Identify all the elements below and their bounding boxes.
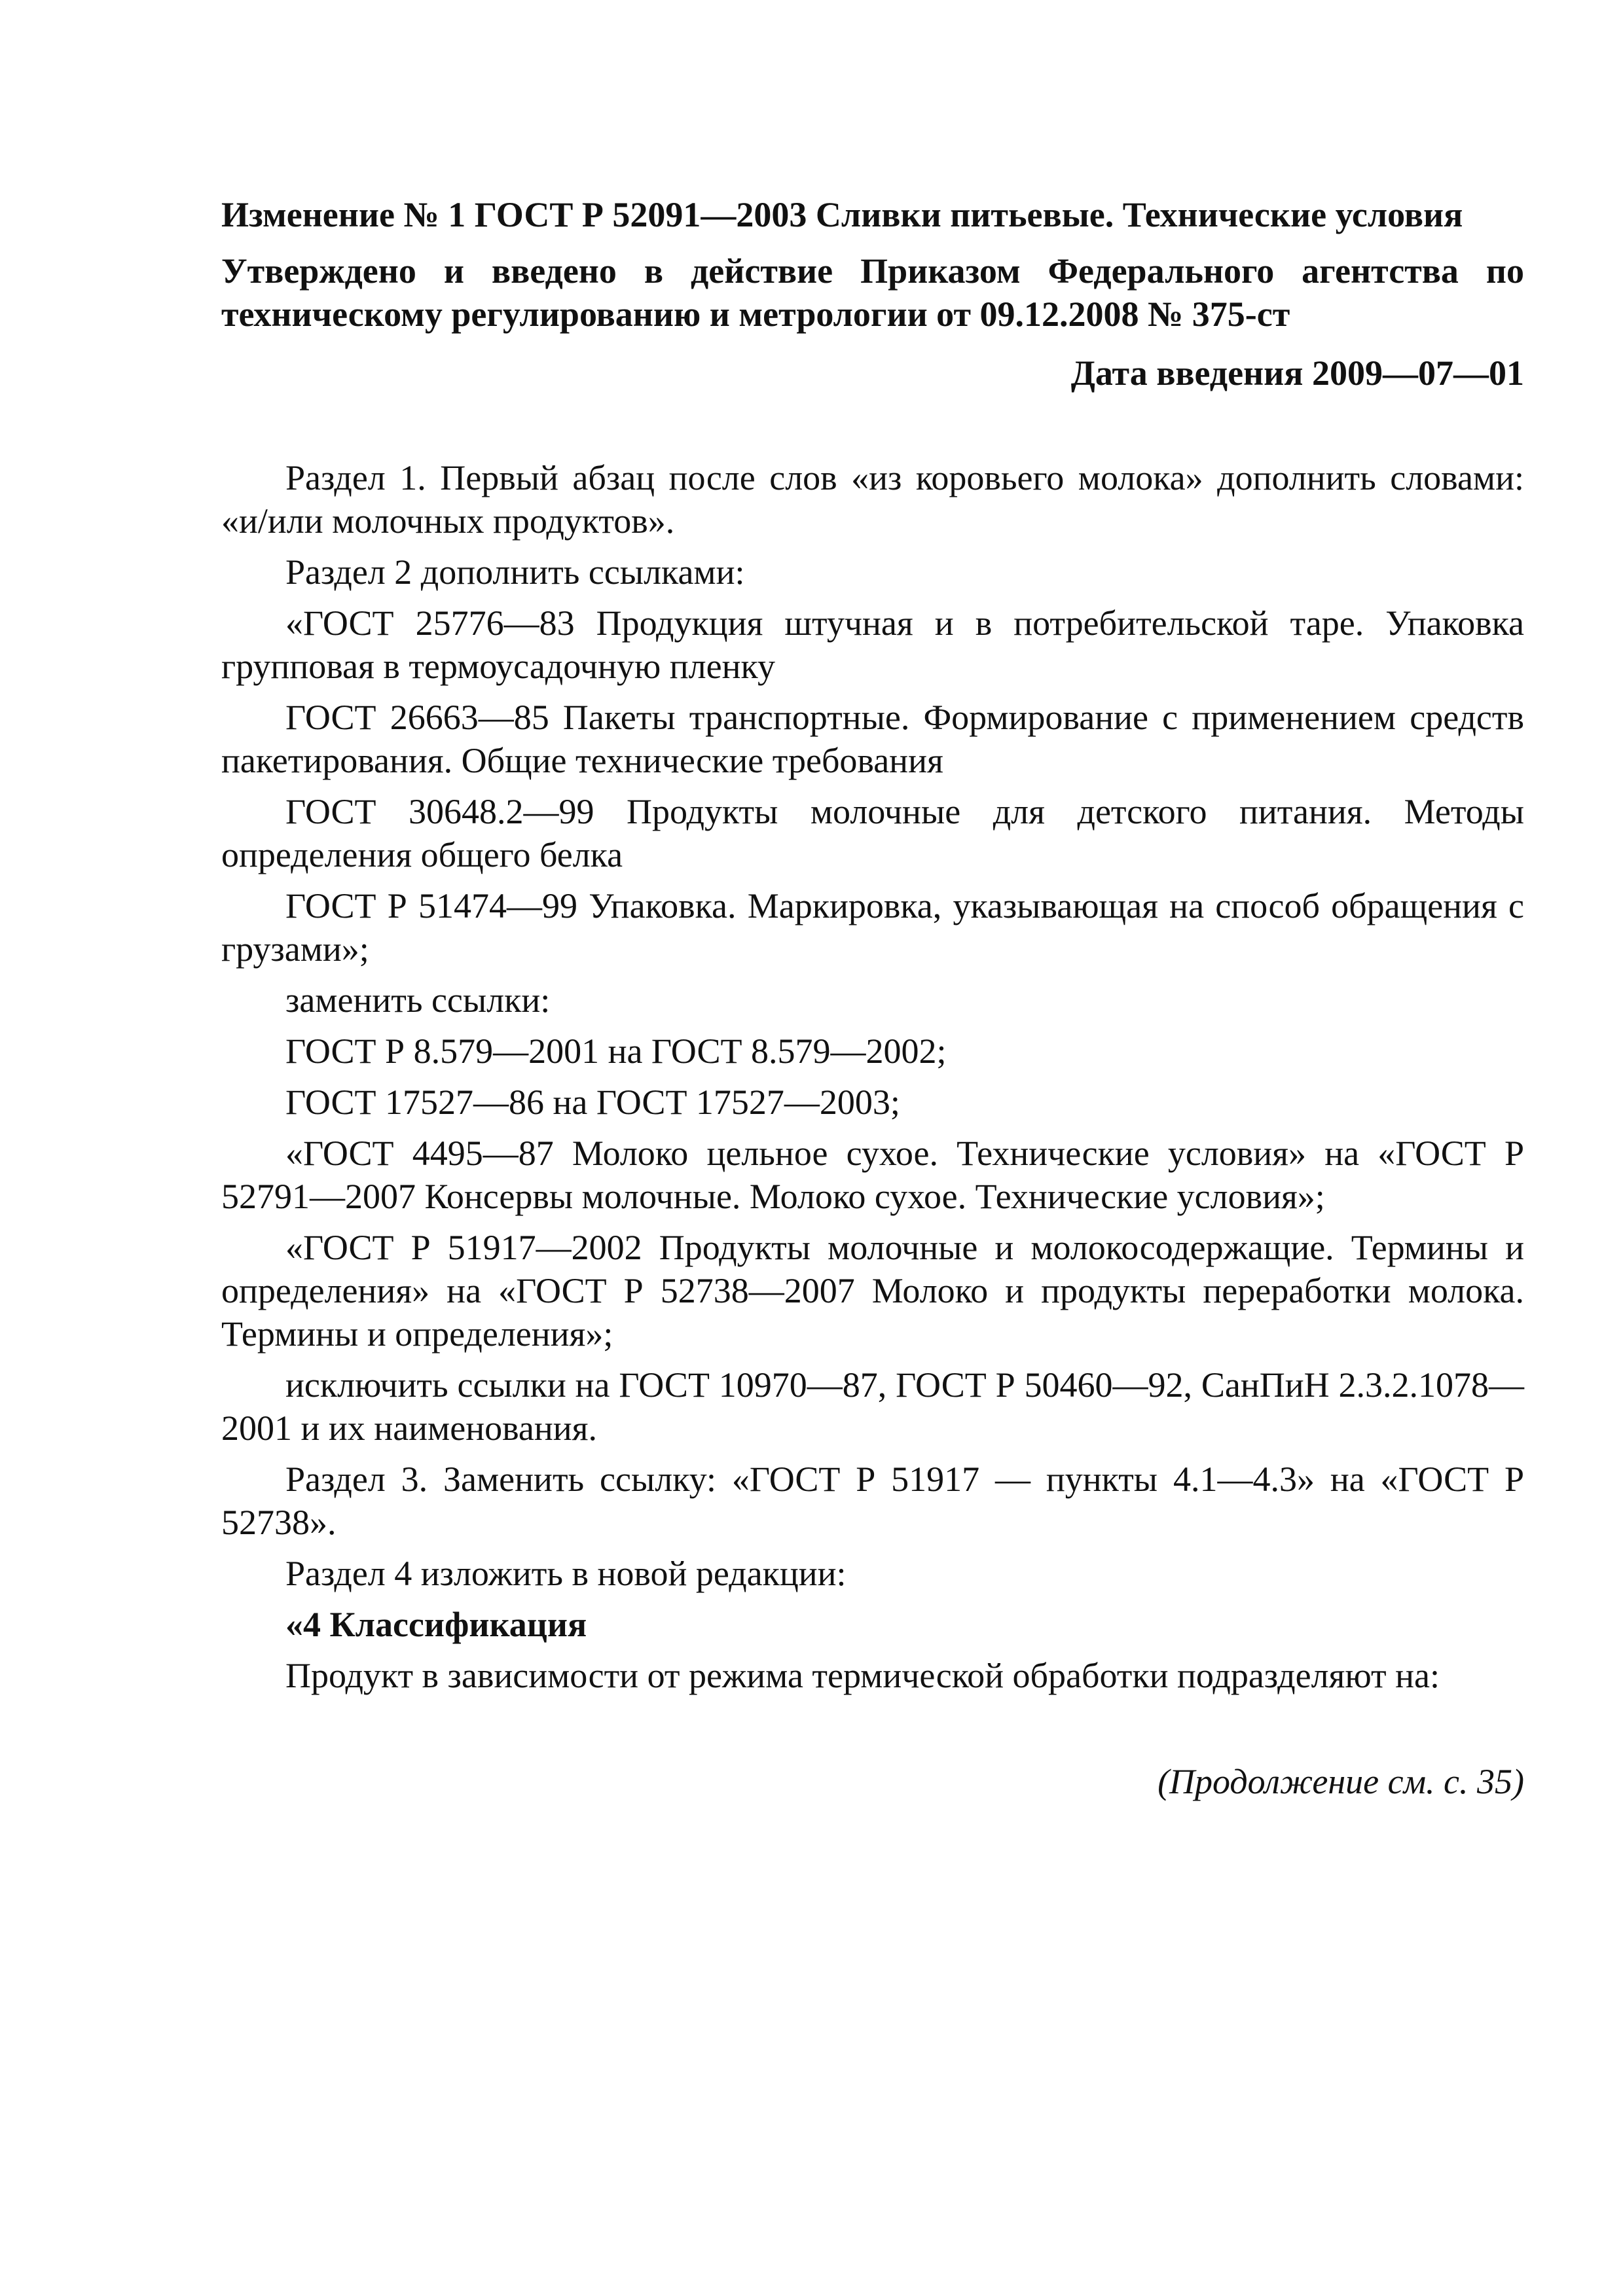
paragraph-ref-gost-26663: ГОСТ 26663—85 Пакеты транспортные. Формирование с применением средств пакетирования. Общие технические требования bbox=[221, 698, 1524, 780]
effective-date: Дата введения 2009—07—01 bbox=[1070, 353, 1524, 393]
paragraph-replace-refs: заменить ссылки: bbox=[285, 980, 551, 1020]
paragraph-ref-gost-8579: ГОСТ Р 8.579—2001 на ГОСТ 8.579—2002; bbox=[285, 1031, 947, 1071]
continued-note: (Продолжение см. с. 35) bbox=[1158, 1762, 1524, 1801]
paragraph-classification-text: Продукт в зависимости от режима термической обработки подразделяют на: bbox=[285, 1656, 1440, 1695]
paragraph-ref-gost-17527: ГОСТ 17527—86 на ГОСТ 17527—2003; bbox=[285, 1083, 900, 1122]
heading-classification: «4 Классификация bbox=[285, 1605, 587, 1644]
paragraph-ref-gost-30648: ГОСТ 30648.2—99 Продукты молочные для детского питания. Методы определения общего белка bbox=[221, 792, 1524, 874]
paragraph-ref-gost-51917: «ГОСТ Р 51917—2002 Продукты молочные и молокосодержащие. Термины и определения» на «ГОСТ Р 52738—2007 Молоко и продукты переработки молока. Термины и определения»; bbox=[221, 1228, 1524, 1354]
paragraph-exclude-refs: исключить ссылки на ГОСТ 10970—87, ГОСТ Р 50460—92, СанПиН 2.3.2.1078—2001 и их наименования. bbox=[221, 1365, 1524, 1448]
paragraph-section-4-intro: Раздел 4 изложить в новой редакции: bbox=[285, 1554, 847, 1593]
paragraph-section-1: Раздел 1. Первый абзац после слов «из коровьего молока» дополнить словами: «и/или молочных продуктов». bbox=[221, 458, 1524, 541]
paragraph-ref-gost-51474: ГОСТ Р 51474—99 Упаковка. Маркировка, указывающая на способ обращения с грузами»; bbox=[221, 886, 1524, 969]
paragraph-section-2-intro: Раздел 2 дополнить ссылками: bbox=[285, 552, 745, 592]
paragraph-ref-gost-25776: «ГОСТ 25776—83 Продукция штучная и в потребительской таре. Упаковка групповая в термоусадочную пленку bbox=[221, 603, 1524, 686]
document-content bbox=[221, 193, 1524, 1803]
paragraph-section-3: Раздел 3. Заменить ссылку: «ГОСТ Р 51917 — пункты 4.1—4.3» на «ГОСТ Р 52738». bbox=[221, 1460, 1524, 1542]
approval-statement: Утверждено и введено в действие Приказом Федерального агентства по техническому регулированию и метрологии от 09.12.2008 № 375-ст bbox=[221, 251, 1524, 334]
paragraph-ref-gost-4495: «ГОСТ 4495—87 Молоко цельное сухое. Технические условия» на «ГОСТ Р 52791—2007 Консервы молочные. Молоко сухое. Технические условия»; bbox=[221, 1134, 1524, 1216]
amendment-title: Изменение № 1 ГОСТ Р 52091—2003 Сливки питьевые. Технические условия bbox=[221, 195, 1463, 234]
amendment-body bbox=[221, 456, 1524, 1697]
